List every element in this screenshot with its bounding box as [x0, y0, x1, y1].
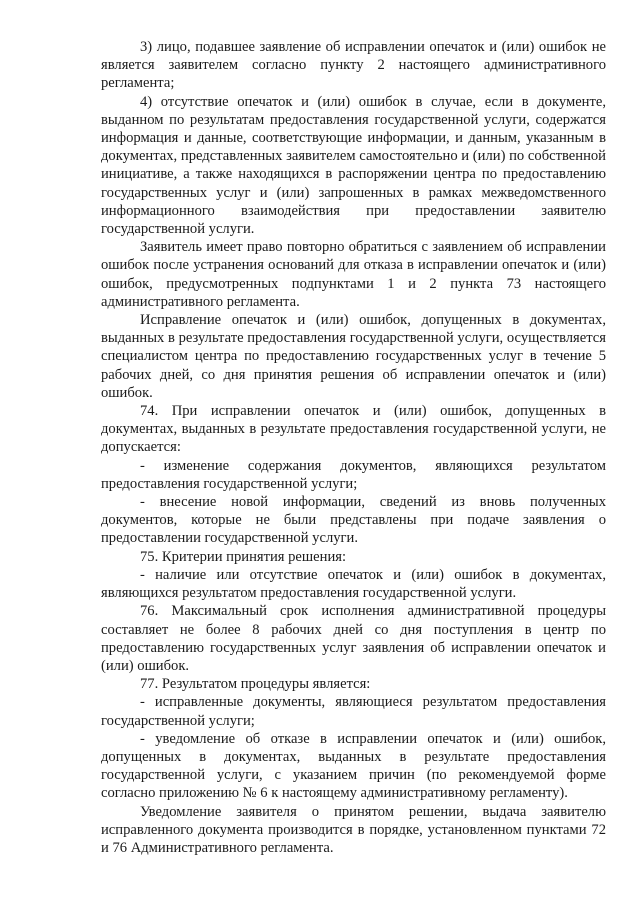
paragraph-75: 75. Критерии принятия решения: [140, 548, 347, 565]
paragraph-item-3: 3) лицо, подавшее заявление об исправлении опечаток и (или) ошибок не является заявителем согласно пункту 2 настоящего административного регламента; [101, 39, 606, 92]
document-page [101, 38, 606, 857]
paragraph-74: 74. При исправлении опечаток и (или) ошибок, допущенных в документах, выданных в результате предоставления государственной услуги, не допускается: [101, 403, 606, 456]
paragraph-77-dash-2: - уведомление об отказе в исправлении опечаток и (или) ошибок, допущенных в документах, выданных в результате предоставления государственной услуги, с указанием причин (по рекомендуемой форме согласно приложению № 6 к настоящему административному регламенту). [101, 730, 606, 802]
paragraph-correction-term: Исправление опечаток и (или) ошибок, допущенных в документах, выданных в результате предоставления государственной услуги, осуществляется специалистом центра по предоставлению государственных услуг в течение 5 рабочих дней, со дня принятия решения об исправлении опечаток и (или) ошибок. [101, 312, 606, 401]
paragraph-repeat-request: Заявитель имеет право повторно обратиться с заявлением об исправлении ошибок после устранения оснований для отказа в исправлении опечаток и (или) ошибок, предусмотренных подпунктами 1 и 2 пункта 73 настоящего административного регламента. [101, 239, 606, 310]
paragraph-74-dash-2: - внесение новой информации, сведений из вновь полученных документов, которые не были представлены при подаче заявления о предоставлении государственной услуги. [101, 494, 606, 547]
paragraph-notification: Уведомление заявителя о принятом решении, выдача заявителю исправленного документа производится в порядке, установленном пунктами 72 и 76 Административного регламента. [101, 803, 606, 856]
paragraph-77: 77. Результатом процедуры является: [140, 676, 371, 693]
paragraph-77-dash-1: - исправленные документы, являющиеся результатом предоставления государственной услуги; [101, 694, 606, 729]
paragraph-74-dash-1: - изменение содержания документов, являющихся результатом предоставления государственной услуги; [101, 457, 606, 492]
paragraph-76: 76. Максимальный срок исполнения административной процедуры составляет не более 8 рабочих дней со дня поступления в центр по предоставлению государственных услуг заявления об исправлении опечаток и (или) ошибок. [101, 603, 606, 674]
paragraph-75-dash-1: - наличие или отсутствие опечаток и (или) ошибок в документах, являющихся результатом предоставления государственной услуги. [101, 566, 606, 602]
paragraph-item-4: 4) отсутствие опечаток и (или) ошибок в случае, если в документе, выданном по результатам предоставления государственной услуги, содержатся информация и данные, соответствующие информации, и данным, указанным в документах, представленных заявителем самостоятельно и (или) по собственной инициативе, а также находящихся в распоряжении центра по предоставлению государственных услуг и (или) запрошенных в рамках межведомственного информационного взаимодействия при предоставлении заявителю государственной услуги. [101, 93, 606, 238]
